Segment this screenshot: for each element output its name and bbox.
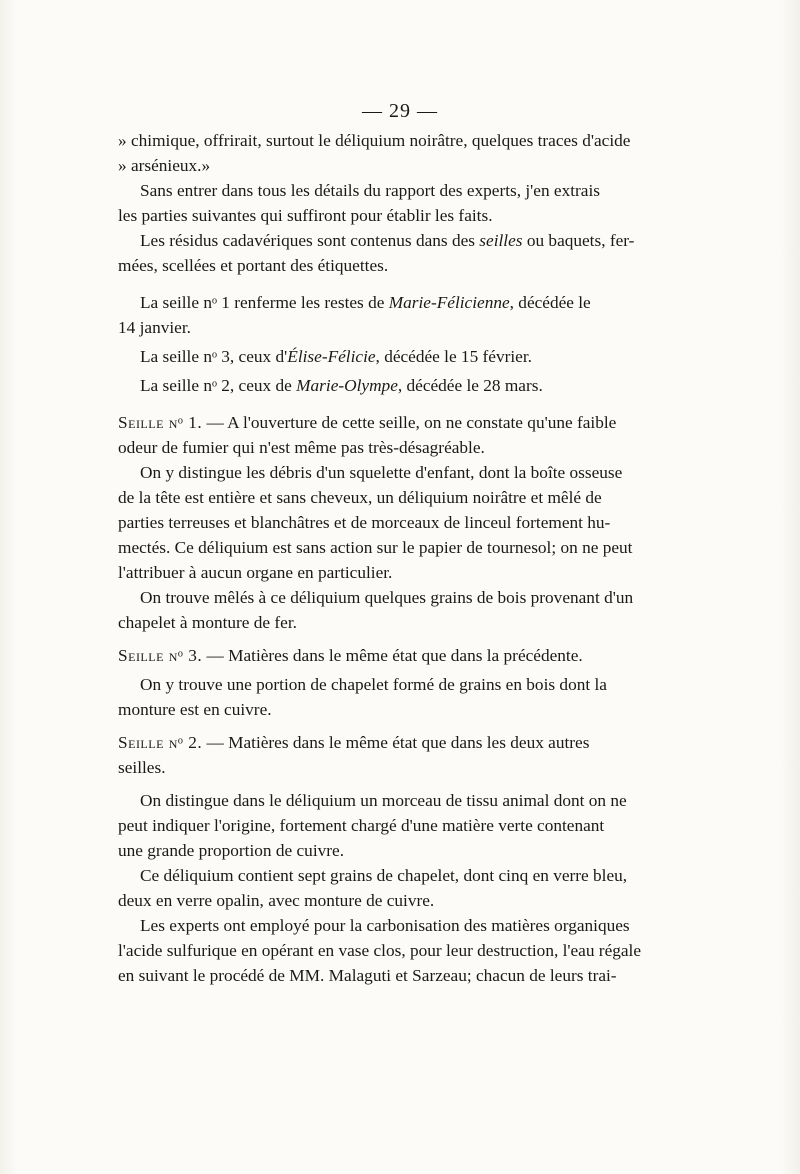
- text-line: Ce déliquium contient sept grains de chapelet, dont cinq en verre bleu,: [140, 866, 628, 885]
- text-line: peut indiquer l'origine, fortement chargé d'une matière verte contenant: [118, 816, 605, 835]
- name-marie-olympe: Marie-Olympe: [296, 376, 398, 395]
- text-line: l'attribuer à aucun organe en particulier.: [118, 563, 393, 582]
- text-line: deux en verre opalin, avec monture de cuivre.: [118, 891, 435, 910]
- paragraph-seille-3: [118, 344, 680, 369]
- section-head-seille-3: Seille nᵒ 3.: [118, 646, 203, 665]
- paragraph: [118, 672, 680, 722]
- text-line: parties terreuses et blanchâtres et de morceaux de linceul fortement hu-: [118, 513, 611, 532]
- text-run: , décédée le: [509, 293, 591, 312]
- paragraph-seille-1: [118, 290, 680, 340]
- text-run: — A l'ouverture de cette seille, on ne constate qu'une faible: [202, 413, 617, 432]
- text-line: » chimique, offrirait, surtout le déliquium noirâtre, quelques traces d'acide: [118, 131, 631, 150]
- text-line: odeur de fumier qui n'est même pas très-désagréable.: [118, 438, 485, 457]
- paragraph-seille-2-detail: [118, 730, 680, 780]
- paragraph: [118, 863, 680, 913]
- text-line: On distingue dans le déliquium un morceau de tissu animal dont on ne: [140, 791, 627, 810]
- paragraph-seille-3-detail: [118, 643, 680, 668]
- text-run: — Matières dans le même état que dans les deux autres: [202, 733, 590, 752]
- paragraph-seille-2: [118, 373, 680, 398]
- emphasis-seilles: seilles: [479, 231, 523, 250]
- text-line: » arsénieux.»: [118, 156, 211, 175]
- text-line: de la tête est entière et sans cheveux, un déliquium noirâtre et mêlé de: [118, 488, 602, 507]
- section-head-seille-1: Seille nᵒ 1.: [118, 413, 203, 432]
- text-run: La seille nᵒ 2, ceux de: [140, 376, 297, 395]
- text-run: , décédée le 28 mars.: [397, 376, 543, 395]
- text-run: — Matières dans le même état que dans la précédente.: [202, 646, 583, 665]
- name-elise-felicie: Élise-Félicie: [287, 347, 376, 366]
- text-line: en suivant le procédé de MM. Malaguti et Sarzeau; chacun de leurs trai-: [118, 966, 617, 985]
- text-line: 14 janvier.: [118, 318, 191, 337]
- text-line: chapelet à monture de fer.: [118, 613, 297, 632]
- text-line: monture est en cuivre.: [118, 700, 272, 719]
- body-text: [118, 128, 680, 988]
- paragraph-quote-end: [118, 128, 680, 178]
- text-line: Les experts ont employé pour la carbonisation des matières organiques: [140, 916, 630, 935]
- text-line: On y trouve une portion de chapelet formé de grains en bois dont la: [140, 675, 607, 694]
- text-run: ou baquets, fer-: [522, 231, 635, 250]
- text-line: les parties suivantes qui suffiront pour établir les faits.: [118, 206, 493, 225]
- paragraph-seille-1-detail: [118, 410, 680, 460]
- text-run: La seille nᵒ 1 renferme les restes de: [140, 293, 389, 312]
- text-run: Les résidus cadavériques sont contenus dans des: [140, 231, 480, 250]
- text-run: La seille nᵒ 3, ceux d': [140, 347, 288, 366]
- paragraph: [118, 788, 680, 863]
- text-line: l'acide sulfurique en opérant en vase clos, pour leur destruction, l'eau régale: [118, 941, 642, 960]
- paragraph: [118, 228, 680, 278]
- text-line: mectés. Ce déliquium est sans action sur le papier de tournesol; on ne peut: [118, 538, 633, 557]
- paragraph: [118, 585, 680, 635]
- page-number: — 29 —: [362, 100, 438, 122]
- text-line: On y distingue les débris d'un squelette d'enfant, dont la boîte osseuse: [140, 463, 623, 482]
- name-marie-felicienne: Marie-Félicienne: [388, 293, 510, 312]
- text-run: , décédée le 15 février.: [375, 347, 532, 366]
- section-head-seille-2: Seille nᵒ 2.: [118, 733, 203, 752]
- text-line: On trouve mêlés à ce déliquium quelques grains de bois provenant d'un: [140, 588, 634, 607]
- paragraph: [118, 913, 680, 988]
- text-line: seilles.: [118, 758, 166, 777]
- paragraph: [118, 460, 680, 585]
- text-line: mées, scellées et portant des étiquettes.: [118, 256, 389, 275]
- text-line: Sans entrer dans tous les détails du rapport des experts, j'en extrais: [140, 181, 600, 200]
- paragraph: [118, 178, 680, 228]
- text-line: une grande proportion de cuivre.: [118, 841, 345, 860]
